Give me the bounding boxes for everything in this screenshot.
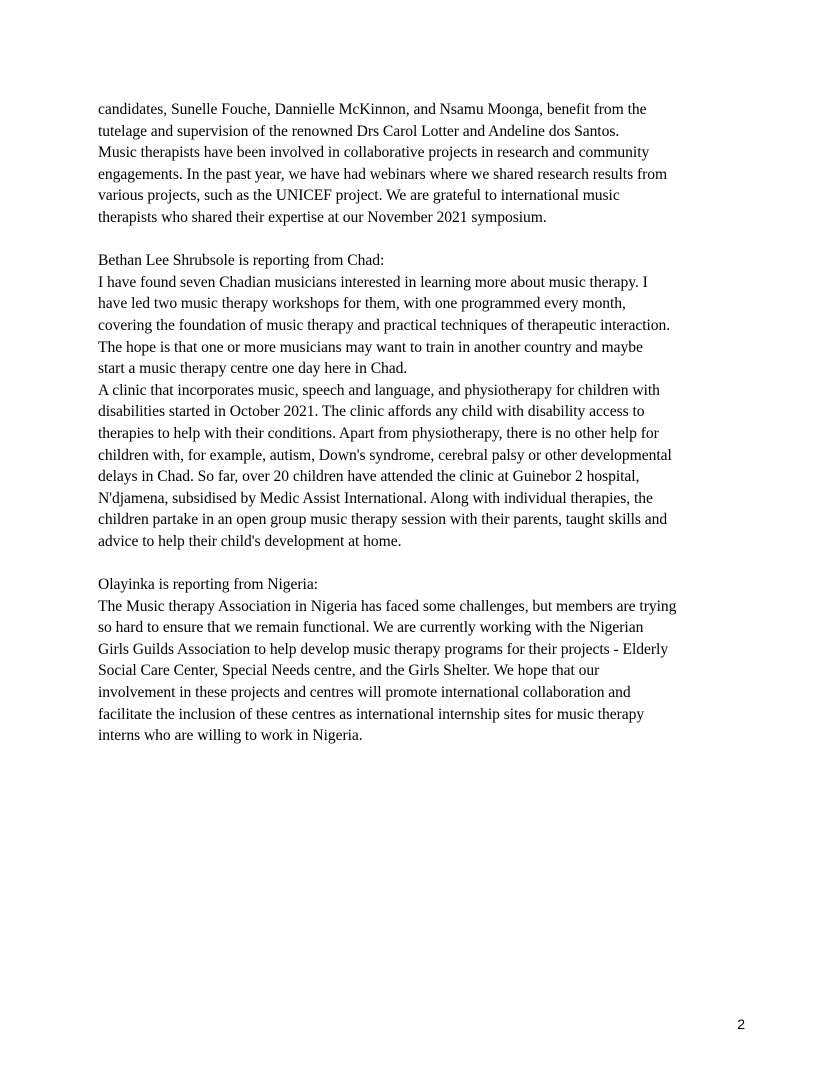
text-line: delays in Chad. So far, over 20 children have attended the clinic at Guinebor 2 hospital, — [98, 468, 640, 486]
text-line: tutelage and supervision of the renowned Drs Carol Lotter and Andeline dos Santos. — [98, 122, 620, 140]
text-line: advice to help their child's development at home. — [98, 532, 402, 550]
text-line: candidates, Sunelle Fouche, Dannielle McKinnon, and Nsamu Moonga, benefit from the — [98, 101, 647, 118]
text-line: various projects, such as the UNICEF project. We are grateful to international music — [98, 187, 620, 205]
text-line: covering the foundation of music therapy and practical techniques of therapeutic interaction. — [98, 316, 671, 334]
paragraph-gap — [98, 229, 748, 251]
text-line: Olayinka is reporting from Nigeria: — [98, 576, 318, 594]
text-line: A clinic that incorporates music, speech and language, and physiotherapy for children with — [98, 381, 660, 399]
text-line: I have found seven Chadian musicians interested in learning more about music therapy. I — [98, 273, 648, 291]
text-line: engagements. In the past year, we have had webinars where we shared research results from — [98, 165, 668, 183]
text-line: therapists who shared their expertise at our November 2021 symposium. — [98, 208, 547, 226]
text-line: Music therapists have been involved in collaborative projects in research and community — [98, 144, 650, 162]
text-line: therapies to help with their conditions. Apart from physiotherapy, there is no other help for — [98, 424, 659, 442]
text-line: involvement in these projects and centres will promote international collaboration and — [98, 684, 631, 702]
text-line: The Music therapy Association in Nigeria has faced some challenges, but members are trying — [98, 597, 677, 615]
text-line: Girls Guilds Association to help develop music therapy programs for their projects - Elderly — [98, 640, 669, 658]
text-line: Social Care Center, Special Needs centre, and the Girls Shelter. We hope that our — [98, 662, 600, 680]
paragraph-gap — [98, 552, 748, 574]
text-line: disabilities started in October 2021. The clinic affords any child with disability access to — [98, 403, 645, 421]
text-line: Bethan Lee Shrubsole is reporting from Chad: — [98, 252, 385, 270]
text-line: facilitate the inclusion of these centres as international internship sites for music therapy — [98, 705, 645, 723]
text-line: N'djamena, subsidised by Medic Assist International. Along with individual therapies, the — [98, 489, 653, 507]
text-line: interns who are willing to work in Nigeria. — [98, 727, 363, 745]
page-number: 2 — [737, 1016, 745, 1032]
text-line: The hope is that one or more musicians may want to train in another country and maybe — [98, 338, 643, 356]
text-line: start a music therapy centre one day here in Chad. — [98, 360, 408, 378]
document-body — [98, 99, 748, 747]
text-line: children with, for example, autism, Down's syndrome, cerebral palsy or other developmental — [98, 446, 672, 464]
text-line: so hard to ensure that we remain functional. We are currently working with the Nigerian — [98, 619, 644, 637]
text-line: have led two music therapy workshops for them, with one programmed every month, — [98, 295, 626, 313]
text-line: children partake in an open group music therapy session with their parents, taught skills and — [98, 511, 668, 529]
